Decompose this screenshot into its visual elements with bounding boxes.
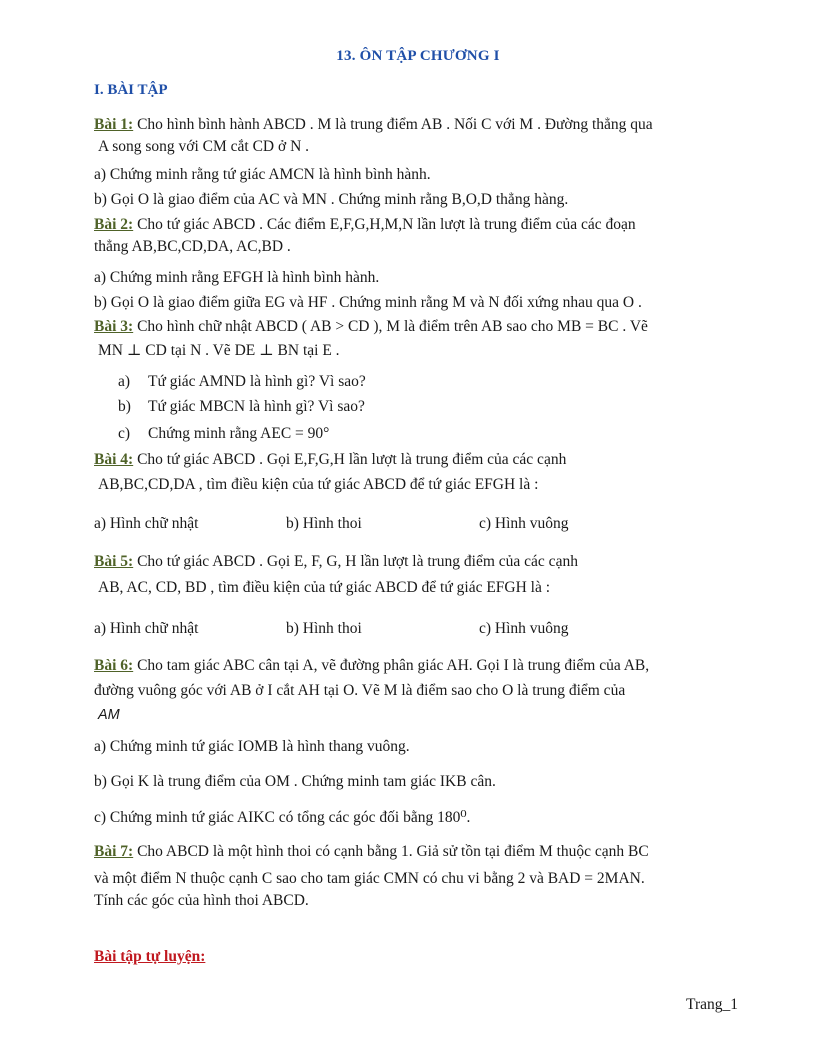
bai1-part-a: a) Chứng minh rằng tứ giác AMCN là hình bình hành. xyxy=(94,166,431,183)
bai6-line3: AM xyxy=(98,707,120,723)
bai4-line2: AB,BC,CD,DA , tìm điều kiện của tứ giác ABCD để tứ giác EFGH là : xyxy=(98,476,539,493)
bai5-option-a: a) Hình chữ nhật xyxy=(94,620,199,637)
bai4-option-b: b) Hình thoi xyxy=(286,515,362,532)
bai1-label: Bài 1: xyxy=(94,116,134,133)
bai4-option-c: c) Hình vuông xyxy=(479,515,569,532)
bai6-part-a: a) Chứng minh tứ giác IOMB là hình thang vuông. xyxy=(94,738,410,755)
bai5-line2: AB, AC, CD, BD , tìm điều kiện của tứ giác ABCD để tứ giác EFGH là : xyxy=(98,579,551,596)
bai5-option-c: c) Hình vuông xyxy=(479,620,569,637)
practice-heading: Bài tập tự luyện: xyxy=(94,948,206,965)
page-number: Trang_1 xyxy=(686,996,738,1013)
bai7-line2: và một điểm N thuộc cạnh C sao cho tam giác CMN có chu vi bằng 2 và BAD = 2MAN. xyxy=(94,870,645,887)
page-title: 13. ÔN TẬP CHƯƠNG I xyxy=(336,48,500,64)
bai1-line2: A song song với CM cắt CD ở N . xyxy=(98,138,310,155)
bai2-line1: Bài 2: Cho tứ giác ABCD . Các điểm E,F,G,H,M,N lần lượt là trung điểm của các đoạn xyxy=(94,216,636,233)
bai6-line1: Bài 6: Cho tam giác ABC cân tại A, vẽ đường phân giác AH. Gọi I là trung điểm của AB, xyxy=(94,657,650,674)
bai7-label: Bài 7: xyxy=(94,843,134,860)
bai3-line2: MN ⊥ CD tại N . Vẽ DE ⊥ BN tại E . xyxy=(98,342,340,359)
bai7-line3: Tính các góc của hình thoi ABCD. xyxy=(94,892,309,909)
bai6-line2: đường vuông góc với AB ở I cắt AH tại O. Vẽ M là điểm sao cho O là trung điểm của xyxy=(94,682,626,699)
bai4-option-a: a) Hình chữ nhật xyxy=(94,515,199,532)
bai4-line1: Bài 4: Cho tứ giác ABCD . Gọi E,F,G,H lần lượt là trung điểm của các cạnh xyxy=(94,451,567,468)
bai3-label: Bài 3: xyxy=(94,318,134,335)
bai3-line1: Bài 3: Cho hình chữ nhật ABCD ( AB > CD ), M là điểm trên AB sao cho MB = BC . Vẽ xyxy=(94,318,648,335)
bai6-part-b: b) Gọi K là trung điểm của OM . Chứng minh tam giác IKB cân. xyxy=(94,773,496,790)
bai4-label: Bài 4: xyxy=(94,451,134,468)
bai5-option-b: b) Hình thoi xyxy=(286,620,362,637)
section-heading: I. BÀI TẬP xyxy=(94,82,168,98)
bai1-part-b: b) Gọi O là giao điểm của AC và MN . Chứng minh rằng B,O,D thẳng hàng. xyxy=(94,191,569,208)
bai2-line2: thẳng AB,BC,CD,DA, AC,BD . xyxy=(94,238,291,255)
bai6-label: Bài 6: xyxy=(94,657,134,674)
bai3-part-b: b) Tứ giác MBCN là hình gì? Vì sao? xyxy=(118,398,365,415)
bai5-line1: Bài 5: Cho tứ giác ABCD . Gọi E, F, G, H lần lượt là trung điểm của các cạnh xyxy=(94,553,578,570)
bai1-line1: Bài 1: Cho hình bình hành ABCD . M là trung điểm AB . Nối C với M . Đường thẳng qua xyxy=(94,116,653,133)
bai2-label: Bài 2: xyxy=(94,216,134,233)
bai6-part-c: c) Chứng minh tứ giác AIKC có tổng các góc đối bằng 180⁰. xyxy=(94,809,471,826)
bai3-part-c: c) Chứng minh rằng AEC = 90° xyxy=(118,425,330,442)
bai5-label: Bài 5: xyxy=(94,553,134,570)
bai2-part-b: b) Gọi O là giao điểm giữa EG và HF . Chứng minh rằng M và N đối xứng nhau qua O . xyxy=(94,294,642,311)
bai3-part-a: a) Tứ giác AMND là hình gì? Vì sao? xyxy=(118,373,366,390)
bai2-part-a: a) Chứng minh rằng EFGH là hình bình hành. xyxy=(94,269,380,286)
bai7-line1: Bài 7: Cho ABCD là một hình thoi có cạnh bằng 1. Giả sử tồn tại điểm M thuộc cạnh BC xyxy=(94,843,649,860)
